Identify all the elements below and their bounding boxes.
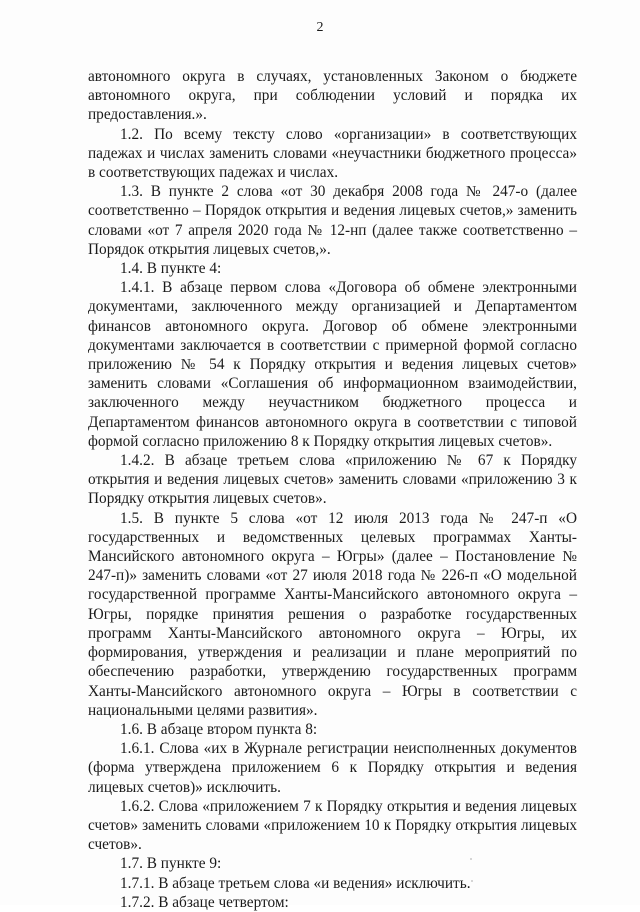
paragraph-1-6: 1.6. В абзаце втором пункта 8: — [120, 720, 318, 738]
scan-speck — [471, 880, 473, 882]
document-body — [88, 67, 577, 912]
paragraph-1-7-2: 1.7.2. В абзаце четвертом: — [120, 893, 289, 911]
paragraph-1-5: 1.5. В пункте 5 слова «от 12 июля 2013 года № 247-п «О государственных и ведомственных целевых программах Ханты-Мансийского автономного округа – Югры» (далее – Постановление № 247-п)» заменить словами «от 27 июля 2018 года № 226-п «О модельной государственной программе Ханты-Мансийского автономного округа – Югры, порядке принятия решения о разработке государственных программ Ханты-Мансийского автономного округа – Югры, их формирования, утверждения и реализации и плане мероприятий по обеспечению разработки, утверждению государственных программ Ханты-Мансийского автономного округа – Югры в соответствии с национальными целями развития». — [88, 509, 577, 719]
paragraph-1-7-1: 1.7.1. В абзаце третьем слова «и ведения» исключить. — [120, 874, 471, 892]
scan-speck — [470, 858, 472, 860]
paragraph-1-3: 1.3. В пункте 2 слова «от 30 декабря 2008 года № 247-о (далее соответственно – Порядок открытия и ведения лицевых счетов,» заменить словами «от 7 апреля 2020 года № 12-нп (далее также соответственно – Порядок открытия лицевых счетов,». — [88, 183, 577, 258]
paragraph-continuation: автономного округа в случаях, установленных Законом о бюджете автономного округа, при соблюдении условий и порядка их предоставления.». — [88, 68, 577, 124]
paragraph-1-2: 1.2. По всему тексту слово «организации» в соответствующих падежах и числах заменить словами «неучастники бюджетного процесса» в соответствующих падежах и числах. — [88, 125, 577, 182]
paragraph-1-6-2: 1.6.2. Слова «приложением 7 к Порядку открытия и ведения лицевых счетов» заменить словами «приложением 10 к Порядку открытия лицевых счетов». — [88, 797, 577, 854]
page-number: 2 — [316, 20, 324, 35]
paragraph-1-7: 1.7. В пункте 9: — [120, 855, 222, 873]
paragraph-1-4-2: 1.4.2. В абзаце третьем слова «приложению № 67 к Порядку открытия и ведения лицевых счетов» заменить словами «приложению 3 к Порядку открытия лицевых счетов». — [88, 452, 577, 508]
paragraph-1-4: 1.4. В пункте 4: — [120, 260, 222, 278]
paragraph-1-4-1: 1.4.1. В абзаце первом слова «Договора об обмене электронными документами, заключенного между организацией и Департаментом финансов автономного округа. Договор об обмене электронными документами заключается в соответствии с примерной формой согласно приложению № 54 к Порядку открытия и ведения лицевых счетов» заменить словами «Соглашения об информационном взаимодействии, заключенного между неучастником бюджетного процесса и Департаментом финансов автономного округа в соответствии с типовой формой согласно приложению 8 к Порядку открытия лицевых счетов». — [88, 279, 577, 450]
paragraph-1-6-1: 1.6.1. Слова «их в Журнале регистрации неисполненных документов (форма утверждена приложением 6 к Порядку открытия и ведения лицевых счетов)» исключить. — [88, 740, 577, 796]
